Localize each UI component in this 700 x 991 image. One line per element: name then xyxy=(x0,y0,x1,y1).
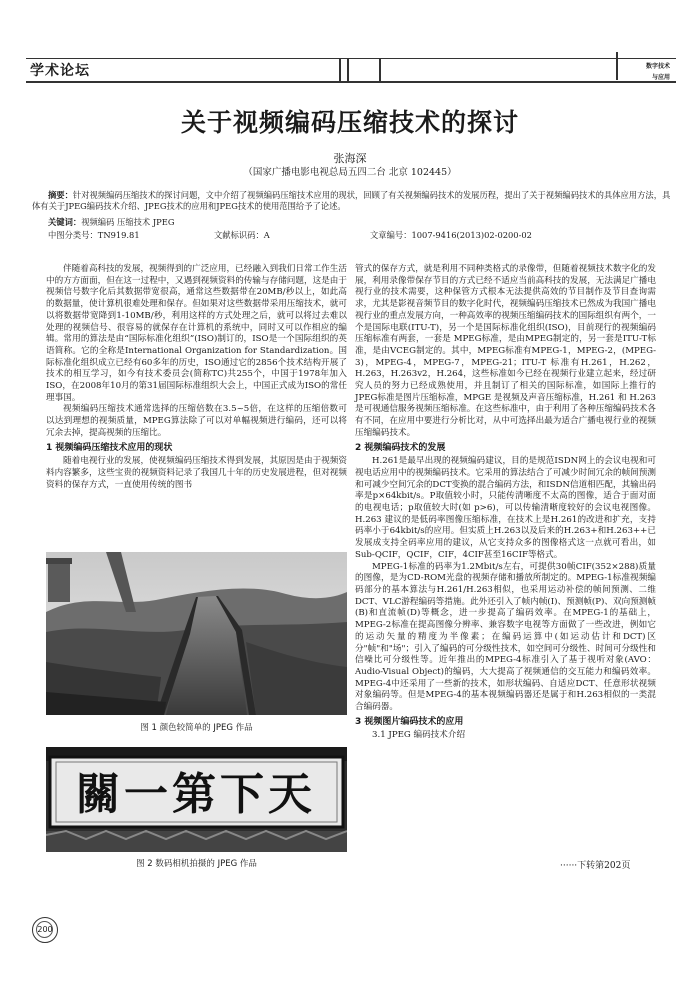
paragraph: 随着电视行业的发展，使视频编码压缩技术得到发展，其原因是由于视频资料内容繁多，这些宝贵的视频资料记录了我国几十年的历史发展进程，但对视频资料的保存方式，一直使用传统的图书 xyxy=(46,456,347,490)
journal-logo-line1: 数字技术 xyxy=(645,63,670,70)
keywords-label: 关键词： xyxy=(48,217,82,227)
journal-logo xyxy=(614,50,676,84)
article-author: 张海深 xyxy=(333,152,367,165)
article-number: 文章编号：1007-9416(2013)02-0200-02 xyxy=(370,230,532,240)
section-heading: 1 视频编码压缩技术应用的现状 xyxy=(46,442,173,453)
figure-2-sign-photo xyxy=(46,747,347,852)
clc-number: 中图分类号：TN919.81 xyxy=(48,230,140,240)
figure-1-great-wall-photo xyxy=(46,552,347,715)
figure-1-caption: 图 1 颜色较简单的 JPEG 作品 xyxy=(140,723,253,733)
right-column xyxy=(355,264,656,742)
page-number-badge xyxy=(32,917,58,943)
abstract xyxy=(32,190,672,212)
header-rule-bottom xyxy=(26,81,676,83)
paragraph: 视频编码压缩技术通常选择的压缩倍数在3.5~5倍，在这样的压缩倍数可以达到理想的视频质量，MPEG算法除了可以对单幅视频进行编码，还可以将冗余去掉，提高视频的压缩比。 xyxy=(46,404,347,438)
article-title: 关于视频编码压缩技术的探讨 xyxy=(180,108,519,137)
left-column xyxy=(46,264,347,491)
abstract-text: 针对视频编码压缩技术的探讨问题，文中介绍了视频编码压缩技术应用的现状，回顾了有关视频编码技术的发展历程，提出了关于视频编码技术的具体应用方法，具体有关于JPEG编码技术介绍、JPEG技术的应用和JPEG技术的使用范围给予了论述。 xyxy=(32,190,671,211)
paragraph: H.261是最早出现的视频编码建议，目的是规范ISDN网上的会议电视和可视电话应用中的视频编码技术。它采用的算法结合了可减少时间冗余的帧间预测和可减少空间冗余的DCT变换的混合编码方法，和ISDN信道相匹配，其输出码率是p×64kbit/s。P取值较小时，只能传清晰度不太高的图像，适合于面对面的电视电话；p取值较大时(如 p>6)，可以传输清晰度较好的会议电视图像。H.263 建议的是低码率图像压缩标准，在技术上是H.261的改进和扩充，支持码率小于64kbit/s的应用。但实质上H.263以及后来的H.263+和H.263++已发展成支持全码率应用的建议，从它支持众多的图像格式这一点就可看出，如Sub-QCIF，QCIF，CIF，4CIF甚至16CIF等格式。 xyxy=(355,456,656,560)
journal-logo-mark xyxy=(616,52,626,80)
journal-logo-line2: 与应用 xyxy=(651,74,670,81)
article-affiliation: （国家广播电影电视总局五四二台 北京 102445） xyxy=(243,167,457,178)
continued-note: ······下转第202页 xyxy=(560,861,631,871)
paragraph: 管式的保存方式，就是利用不同种类格式的录像带，但随着视频技术数字化的发展，利用录像带保存节目的方式已经不适应当前高科技的发展，无法满足广播电视行业的技术需要，这种保管方式根本无法提供高效的节目制作及节目查询需求，尤其是影视音频节目的数字化时代，视频编码压缩技术已然成为我国广播电视行业的重点发展方向，一种高效率的视频压缩编码技术的国际组织有两个，一个是国际电联(ITU-T)，另一个是国际标准化组织(ISO)，目前现行的视频编码压缩标准有两套，一套是 MPEG标准，是由MPEG制定的，另一套是ITU-T标准，是由VCEG制定的。其中，MPEG标准有MPEG-1，MPEG-2，(MPEG-3)，MPEG-4，MPEG-7，MPEG-21；ITU-T 标准有H.261，H.262，H.263，H.263v2，H.264，这些标准如今已经在视频行业建立起来，经过研究人员的努力已经成熟使用，并且制订了相关的国际标准，如国际上推行的JPEG标准是图片压缩标准，MPGE 是视频及声音压缩标准，H.261 和 H.263 是可视通信服务视频压缩标准。在这些标准中，由于利用了各种压缩编码技术各有不同，在应用中要进行分析比对，从中可选择出最为适合广播电视行业的视频压缩编码技术。 xyxy=(355,264,656,438)
sign-characters: 關一第下天 xyxy=(76,769,316,820)
abstract-label: 摘要： xyxy=(48,190,73,200)
paragraph: MPEG-1标准的码率为1.2Mbit/s左右，可提供30帧CIF(352×288)质量的图像，是为CD-ROM光盘的视频存储和播放所制定的。MPEG-1标准视频编码部分的基本算法与H.261/H.263相似，也采用运动补偿的帧间预测、二维DCT、VLC游程编码等措施。此外还引入了帧内帧(I)、预测帧(P)、双向预测帧(B)和直流帧(D)等概念，进一步提高了编码效率。在MPEG-1的基础上，MPEG-2标准在提高图像分辨率、兼容数字电视等方面做了一些改进，例如它的运动矢量的精度为半像素；在编码运算中(如运动估计和DCT)区分"帧"和"场"；引入了编码的可分级性技术，如空间可分级性、时间可分级性和信噪比可分级性等。近年推出的MPEG-4标准引入了基于视听对象(AVO：Audio-Visual Object)的编码，大大提高了视频通信的交互能力和编码效率。MPEG-4中还采用了一些新的技术，如形状编码、自适应DCT、任意形状视频对象编码等。但是MPEG-4的基本视频编码器还是属于和H.263相似的一类混合编码器。 xyxy=(355,561,656,713)
page-number: 200 xyxy=(37,925,53,934)
journal-header xyxy=(26,50,676,84)
section-title: 学术论坛 xyxy=(30,63,90,79)
header-divider-bars xyxy=(339,58,385,81)
section-heading: 2 视频编码技术的发展 xyxy=(355,442,446,453)
paragraph: 伴随着高科技的发展，视频得到的广泛应用，已经融入到我们日常工作生活中的方方面面，但在这一过程中，又遇到视频资料的传输与存储问题，这是由于视频信号数字化后其数据带宽很高，通常这些数据带在20MB/秒以上，如此高的数据量，使计算机很难处理和保存。但如果对这些数据带采用压缩技术，就可以将数据带宽降到1-10MB/秒，利用这样的方式处理之后，就可以将过去难以处理的视频信号、很容易的就保存在计算机的系统中，同时又可以作相应的编辑。常用的算法是由“国际标准化组织”(ISO)制订的，ISO是一个国际组织的英语简称。它的全称是International Organization for Standardization。国际标准化组织成立已经有60多年的历史，ISO通过它的2856个技术结构开展了技术的相互学习，如今有技术委员会(简称TC)共255个，中国于1978年加入ISO，在2008年10月的第31届国际标准组织大会上，中国正式成为ISO的常任理事国。 xyxy=(46,264,347,403)
document-code: 文献标识码：A xyxy=(214,230,270,240)
keywords xyxy=(48,216,174,228)
section-heading: 3 视频图片编码技术的应用 xyxy=(355,716,464,727)
keywords-text: 视频编码 压缩技术 JPEG xyxy=(81,217,175,227)
figure-2-caption: 图 2 数码相机拍摄的 JPEG 作品 xyxy=(136,859,257,869)
subsection-heading: 3.1 JPEG 编码技术介绍 xyxy=(372,730,466,741)
